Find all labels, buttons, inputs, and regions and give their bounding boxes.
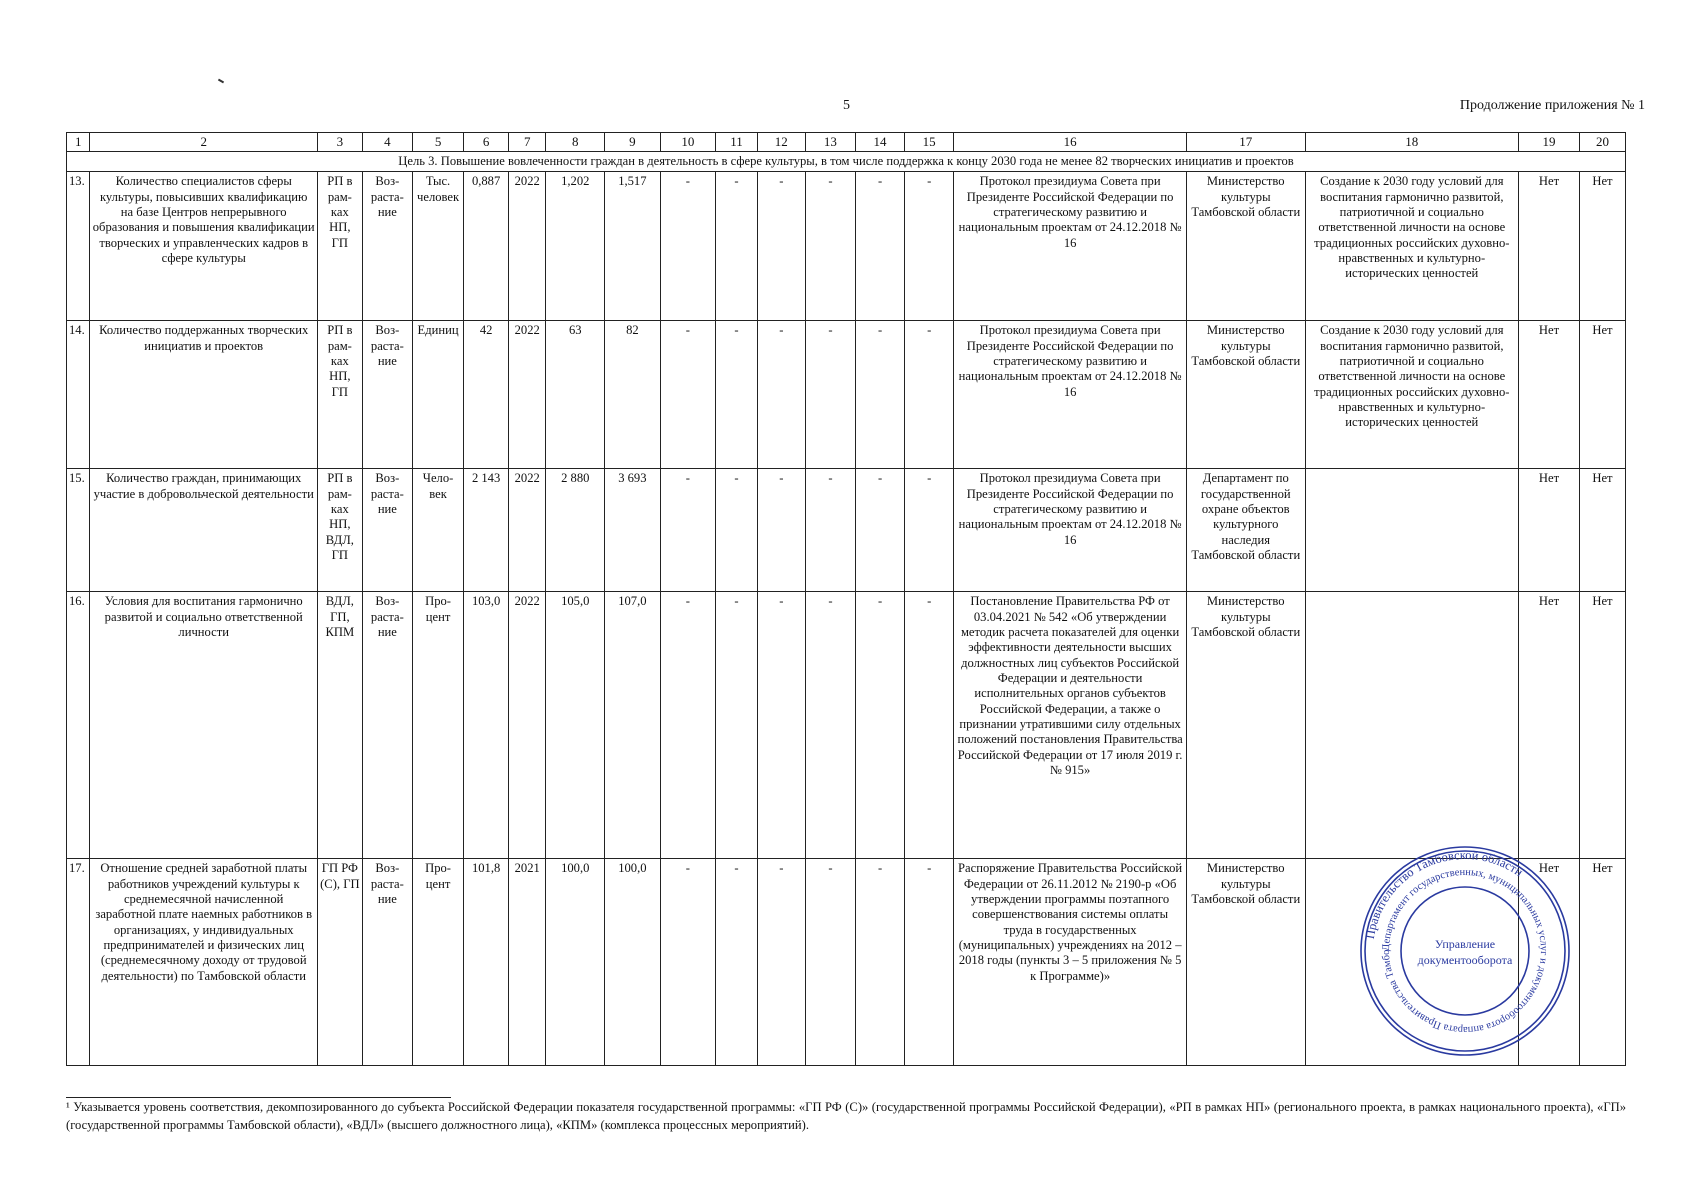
table-cell-col-12: - <box>757 172 805 321</box>
column-header: 1 <box>67 133 90 152</box>
table-cell-col-2: Отношение средней заработной платы работников учреждений культуры к среднемесячной начисленной заработной плате наемных работников в организациях, у индивидуальных предпринимателей и физических лиц (среднемесячному доходу от трудовой деятельности) по Тамбовской области <box>90 859 317 1066</box>
column-header: 7 <box>509 133 546 152</box>
goal-row <box>67 151 1626 171</box>
column-header: 19 <box>1519 133 1580 152</box>
table-cell-col-18: Создание к 2030 году условий для воспитания гармонично развитой, патриотичной и социально ответственной личности на основе традиционных российских духовно-нравственных и культурно-исторических ценностей <box>1305 321 1519 469</box>
column-header: 2 <box>90 133 317 152</box>
table-cell-col-4: Воз-раста-ние <box>362 321 412 469</box>
stamp-center-line1: Управление <box>1434 937 1496 951</box>
stamp-seal <box>1357 843 1573 1059</box>
table-cell-col-20: Нет <box>1579 859 1625 1066</box>
table-cell-col-10: - <box>660 321 716 469</box>
column-header: 16 <box>954 133 1187 152</box>
table-cell-col-5: Единиц <box>412 321 463 469</box>
column-header: 11 <box>716 133 758 152</box>
table-cell-col-1: 16. <box>67 592 90 859</box>
table-cell-col-19: Нет <box>1519 172 1580 321</box>
table-cell-col-16: Распоряжение Правительства Российской Федерации от 26.11.2012 № 2190-р «Об утверждении программы поэтапного совершенствования системы оплаты труда в государственных (муниципальных) учреждениях на 2012 – 2018 годы (пункты 3 – 5 приложения № 5 к Программе)» <box>954 859 1187 1066</box>
table-cell-col-7: 2021 <box>509 859 546 1066</box>
table-cell-col-7: 2022 <box>509 321 546 469</box>
table-cell-col-7: 2022 <box>509 172 546 321</box>
table-cell-col-9: 107,0 <box>605 592 661 859</box>
column-header: 6 <box>464 133 509 152</box>
column-header: 15 <box>905 133 954 152</box>
table-cell-col-15: - <box>905 592 954 859</box>
annex-label: Продолжение приложения № 1 <box>1459 98 1645 113</box>
table-cell-col-2: Количество специалистов сферы культуры, повысивших квалификацию на базе Центров непрерывного образования и повышения квалификации творческих и управленческих кадров в сфере культуры <box>90 172 317 321</box>
table-cell-col-18 <box>1305 469 1519 592</box>
table-cell-col-15: - <box>905 859 954 1066</box>
table-cell-col-7: 2022 <box>509 592 546 859</box>
table-cell-col-5: Про-цент <box>412 592 463 859</box>
footnote: ¹ Указывается уровень соответствия, декомпозированного до субъекта Российской Федерации показателя государственной программы: «ГП РФ (С)» (государственной программы Российской Федерации), «РП в рамках НП» (регионального проекта, в рамках национального проекта), «ГП» (государственной программы Тамбовской области), «ВДЛ» (высшего должностного лица), «КПМ» (комплекса процессных мероприятий). <box>66 1100 1626 1132</box>
column-header: 10 <box>660 133 716 152</box>
table-cell-col-10: - <box>660 172 716 321</box>
table-cell-col-16: Протокол президиума Совета при Президенте Российской Федерации по стратегическому развитию и национальным проектам от 24.12.2018 № 16 <box>954 321 1187 469</box>
table-cell-col-19: Нет <box>1519 859 1580 1066</box>
table-cell-col-16: Постановление Правительства РФ от 03.04.2021 № 542 «Об утверждении методик расчета показателей для оценки эффективности деятельности высших должностных лиц субъектов Российской Федерации и деятельности исполнительных органов субъектов Российской Федерации, а также о признании утратившими силу отдельных положений постановления Правительства Российской Федерации от 17 июля 2019 г. № 915» <box>954 592 1187 859</box>
table-cell-col-17: Министерство культуры Тамбовской области <box>1187 172 1306 321</box>
table-cell-col-3: РП в рам-ках НП, ГП <box>317 172 362 321</box>
table-cell-col-6: 42 <box>464 321 509 469</box>
table-cell-col-12: - <box>757 321 805 469</box>
page-number: 5 <box>843 98 850 113</box>
column-header: 12 <box>757 133 805 152</box>
table-cell-col-16: Протокол президиума Совета при Президенте Российской Федерации по стратегическому развитию и национальным проектам от 24.12.2018 № 16 <box>954 172 1187 321</box>
table-cell-col-11: - <box>716 469 758 592</box>
column-header: 5 <box>412 133 463 152</box>
table-cell-col-11: - <box>716 172 758 321</box>
table-cell-col-1: 13. <box>67 172 90 321</box>
stamp-center-line2: документооборота <box>1417 953 1513 967</box>
table-cell-col-12: - <box>757 592 805 859</box>
column-header: 18 <box>1305 133 1519 152</box>
table-cell-col-11: - <box>716 859 758 1066</box>
table-cell-col-9: 100,0 <box>605 859 661 1066</box>
table-cell-col-20: Нет <box>1579 321 1625 469</box>
table-cell-col-19: Нет <box>1519 321 1580 469</box>
table-cell-col-11: - <box>716 321 758 469</box>
table-cell-col-4: Воз-раста-ние <box>362 172 412 321</box>
column-header: 4 <box>362 133 412 152</box>
table-cell-col-8: 63 <box>546 321 605 469</box>
footnote-separator <box>66 1097 451 1098</box>
column-header: 17 <box>1187 133 1306 152</box>
table-cell-col-13: - <box>805 172 855 321</box>
table-row <box>67 469 1626 592</box>
table-cell-col-3: ГП РФ (С), ГП <box>317 859 362 1066</box>
table-cell-col-11: - <box>716 592 758 859</box>
table-cell-col-15: - <box>905 172 954 321</box>
table-cell-col-18 <box>1305 592 1519 859</box>
table-cell-col-8: 1,202 <box>546 172 605 321</box>
column-header: 9 <box>605 133 661 152</box>
table-cell-col-12: - <box>757 469 805 592</box>
table-cell-col-10: - <box>660 469 716 592</box>
table-cell-col-5: Тыс. человек <box>412 172 463 321</box>
table-cell-col-20: Нет <box>1579 469 1625 592</box>
table-cell-col-4: Воз-раста-ние <box>362 859 412 1066</box>
table-cell-col-13: - <box>805 592 855 859</box>
table-cell-col-4: Воз-раста-ние <box>362 469 412 592</box>
table-cell-col-10: - <box>660 592 716 859</box>
table-cell-col-14: - <box>856 592 905 859</box>
table-cell-col-16: Протокол президиума Совета при Президенте Российской Федерации по стратегическому развитию и национальным проектам от 24.12.2018 № 16 <box>954 469 1187 592</box>
table-cell-col-2: Количество поддержанных творческих инициатив и проектов <box>90 321 317 469</box>
table-cell-col-5: Чело-век <box>412 469 463 592</box>
table-row <box>67 592 1626 859</box>
table-cell-col-6: 103,0 <box>464 592 509 859</box>
table-cell-col-3: РП в рам-ках НП, ГП <box>317 321 362 469</box>
stamp-inner-ring <box>1401 887 1529 1015</box>
table-cell-col-2: Количество граждан, принимающих участие в добровольческой деятельности <box>90 469 317 592</box>
table-cell-col-17: Министерство культуры Тамбовской области <box>1187 859 1306 1066</box>
table-cell-col-1: 15. <box>67 469 90 592</box>
table-row <box>67 321 1626 469</box>
stamp-outer-text: Правительство Тамбовской области <box>1362 847 1526 940</box>
column-numbers-row <box>67 133 1626 152</box>
table-cell-col-7: 2022 <box>509 469 546 592</box>
table-cell-col-9: 3 693 <box>605 469 661 592</box>
table-cell-col-5: Про-цент <box>412 859 463 1066</box>
table-cell-col-13: - <box>805 321 855 469</box>
table-cell-col-6: 2 143 <box>464 469 509 592</box>
table-cell-col-20: Нет <box>1579 172 1625 321</box>
table-cell-col-3: ВДЛ, ГП, КПМ <box>317 592 362 859</box>
table-cell-col-15: - <box>905 469 954 592</box>
column-header: 14 <box>856 133 905 152</box>
table-cell-col-2: Условия для воспитания гармонично развитой и социально ответственной личности <box>90 592 317 859</box>
goal-text: Цель 3. Повышение вовлеченности граждан в деятельность в сфере культуры, в том числе поддержка к концу 2030 года не менее 82 творческих инициатив и проектов <box>67 151 1626 171</box>
table-cell-col-3: РП в рам-ках НП, ВДЛ, ГП <box>317 469 362 592</box>
table-cell-col-1: 17. <box>67 859 90 1066</box>
table-cell-col-17: Министерство культуры Тамбовской области <box>1187 592 1306 859</box>
table-cell-col-8: 2 880 <box>546 469 605 592</box>
table-cell-col-19: Нет <box>1519 469 1580 592</box>
stamp-middle-text: Департамент государственных, муниципальных услуг и документооборота аппарата Правительства Тамбо <box>1380 866 1550 1036</box>
table-cell-col-8: 105,0 <box>546 592 605 859</box>
table-cell-col-13: - <box>805 469 855 592</box>
column-header: 8 <box>546 133 605 152</box>
table-cell-col-17: Департамент по государственной охране объектов культурного наследия Тамбовской области <box>1187 469 1306 592</box>
table-cell-col-10: - <box>660 859 716 1066</box>
table-cell-col-9: 1,517 <box>605 172 661 321</box>
table-cell-col-8: 100,0 <box>546 859 605 1066</box>
scan-mark <box>218 79 224 84</box>
table-cell-col-19: Нет <box>1519 592 1580 859</box>
table-row <box>67 172 1626 321</box>
table-cell-col-13: - <box>805 859 855 1066</box>
table-cell-col-20: Нет <box>1579 592 1625 859</box>
column-header: 13 <box>805 133 855 152</box>
table-cell-col-14: - <box>856 469 905 592</box>
table-cell-col-1: 14. <box>67 321 90 469</box>
table-cell-col-4: Воз-раста-ние <box>362 592 412 859</box>
table-cell-col-14: - <box>856 321 905 469</box>
table-cell-col-17: Министерство культуры Тамбовской области <box>1187 321 1306 469</box>
table-cell-col-18: Создание к 2030 году условий для воспитания гармонично развитой, патриотичной и социально ответственной личности на основе традиционных российских духовно-нравственных и культурно-исторических ценностей <box>1305 172 1519 321</box>
table-cell-col-6: 101,8 <box>464 859 509 1066</box>
table-cell-col-14: - <box>856 859 905 1066</box>
table-cell-col-15: - <box>905 321 954 469</box>
table-cell-col-9: 82 <box>605 321 661 469</box>
official-stamp <box>1357 843 1573 1059</box>
column-header: 20 <box>1579 133 1625 152</box>
table-cell-col-6: 0,887 <box>464 172 509 321</box>
table-cell-col-12: - <box>757 859 805 1066</box>
column-header: 3 <box>317 133 362 152</box>
table-cell-col-14: - <box>856 172 905 321</box>
